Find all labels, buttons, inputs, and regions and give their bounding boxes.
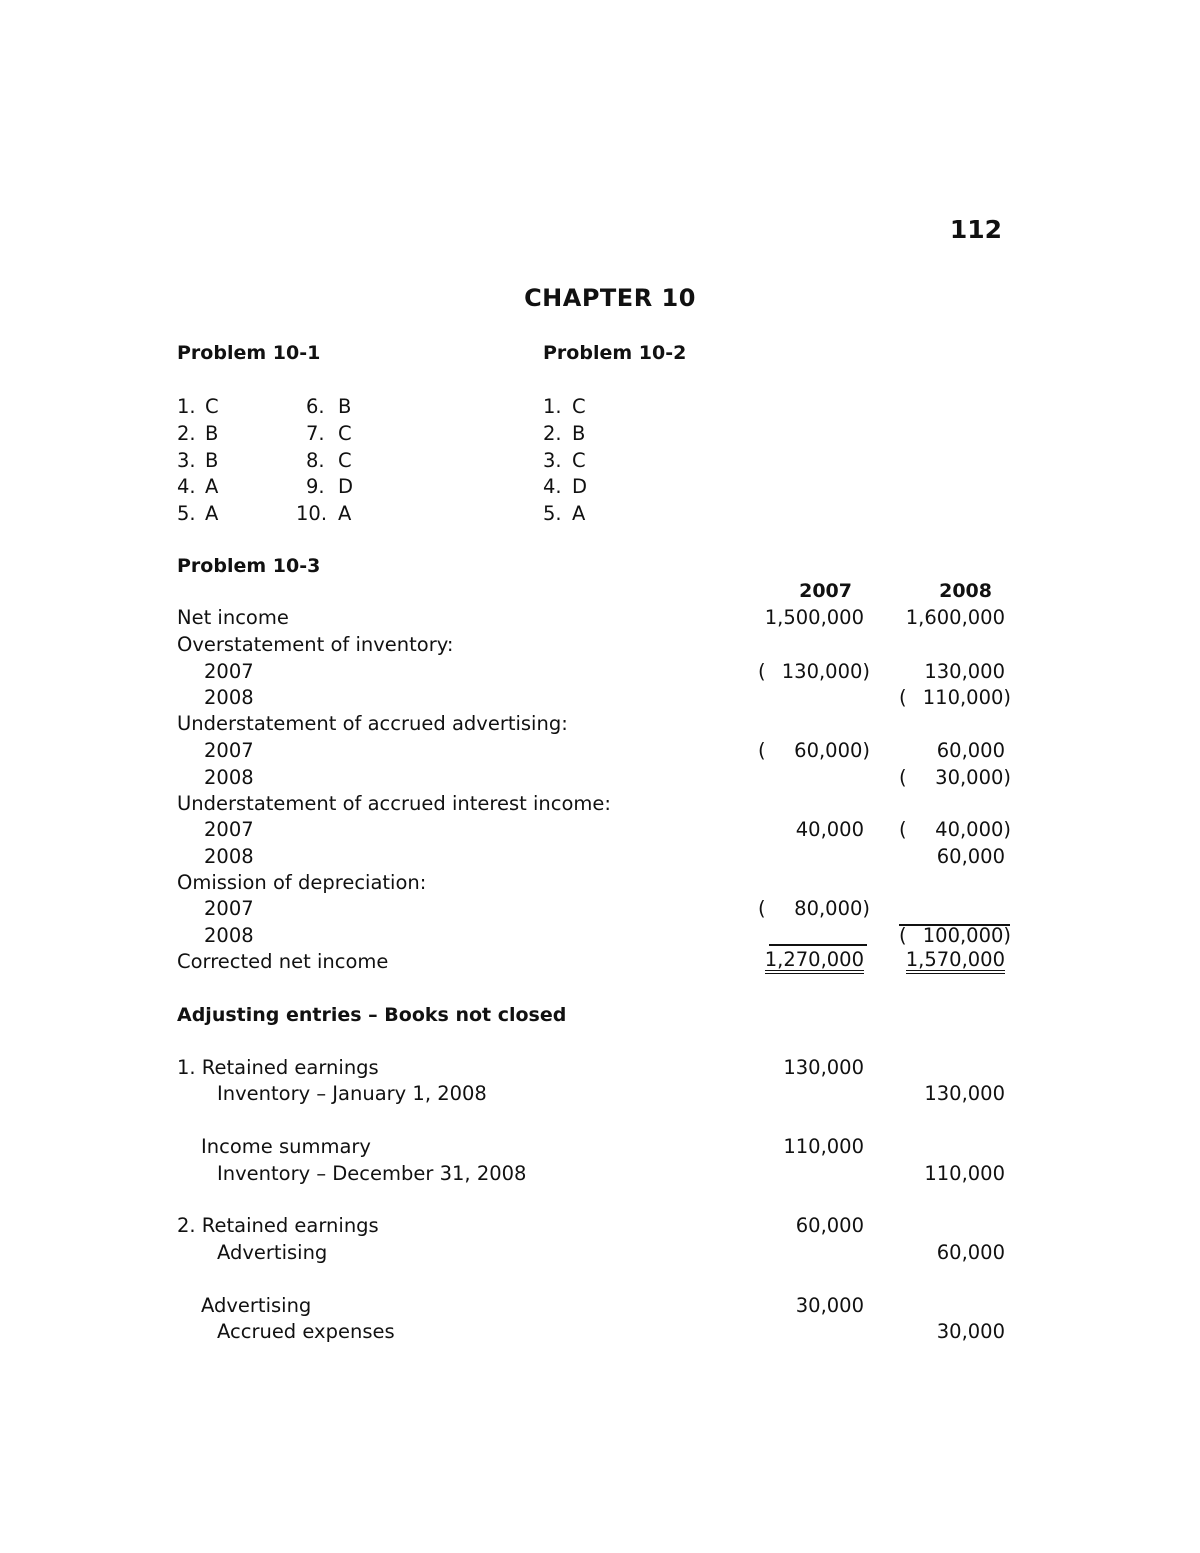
- entry-debit: 110,000: [783, 1135, 864, 1158]
- answer-letter: A: [572, 502, 586, 525]
- row-label: Understatement of accrued interest income:: [177, 792, 611, 815]
- answer-num: 3.: [177, 449, 196, 472]
- answer-num: 1.: [177, 395, 196, 418]
- answer-letter: C: [205, 395, 219, 418]
- value-2008: 30,000): [935, 766, 1011, 789]
- row-label: Corrected net income: [177, 950, 389, 973]
- value-2008: 60,000: [936, 739, 1005, 762]
- answer-num: 2.: [177, 422, 196, 445]
- total-2007: 1,270,000: [765, 950, 864, 974]
- answer-num: 3.: [543, 449, 562, 472]
- answer-letter: B: [205, 422, 219, 445]
- entry-credit: 110,000: [924, 1162, 1005, 1185]
- answer-letter: D: [338, 475, 354, 498]
- value-2008: 130,000: [924, 660, 1005, 683]
- row-label: Omission of depreciation:: [177, 871, 427, 894]
- answer-num: 6.: [306, 395, 325, 418]
- entry-credit: 130,000: [924, 1082, 1005, 1105]
- row-label: Net income: [177, 606, 289, 629]
- column-header-2008: 2008: [939, 580, 992, 602]
- chapter-title: CHAPTER 10: [524, 284, 696, 312]
- answer-letter: C: [338, 449, 352, 472]
- row-label: Overstatement of inventory:: [177, 633, 454, 656]
- total-2008: 1,570,000: [906, 950, 1005, 974]
- value-2008: 100,000): [922, 924, 1011, 947]
- answer-num: 8.: [306, 449, 325, 472]
- row-label: 2008: [204, 686, 254, 709]
- answer-num: 5.: [543, 502, 562, 525]
- entry-account: Inventory – January 1, 2008: [217, 1082, 487, 1105]
- entry-account: Advertising: [217, 1241, 328, 1264]
- value-2007: 40,000: [795, 818, 864, 841]
- value-2008: 110,000): [922, 686, 1011, 709]
- answer-letter: B: [205, 449, 219, 472]
- row-label: 2007: [204, 897, 254, 920]
- row-label: Understatement of accrued advertising:: [177, 712, 568, 735]
- column-header-2007: 2007: [799, 580, 852, 602]
- problem-10-2-heading: Problem 10-2: [543, 342, 687, 364]
- answer-letter: B: [338, 395, 352, 418]
- open-paren: (: [758, 897, 766, 920]
- answer-letter: A: [205, 475, 219, 498]
- entry-account: 1. Retained earnings: [177, 1056, 379, 1079]
- row-label: 2008: [204, 924, 254, 947]
- open-paren: (: [899, 686, 907, 709]
- problem-10-3-heading: Problem 10-3: [177, 555, 321, 577]
- answer-letter: C: [572, 449, 586, 472]
- entry-account: Inventory – December 31, 2008: [217, 1162, 527, 1185]
- answer-num: 4.: [177, 475, 196, 498]
- entry-credit: 30,000: [936, 1320, 1005, 1343]
- row-label: 2008: [204, 766, 254, 789]
- answer-num: 9.: [306, 475, 325, 498]
- answer-letter: A: [338, 502, 352, 525]
- open-paren: (: [899, 818, 907, 841]
- value-2008: 60,000: [936, 845, 1005, 868]
- value-2008: 40,000): [935, 818, 1011, 841]
- row-label: 2007: [204, 818, 254, 841]
- entry-account: Advertising: [201, 1294, 312, 1317]
- problem-10-1-heading: Problem 10-1: [177, 342, 321, 364]
- value-2007: 80,000): [794, 897, 870, 920]
- answer-num: 2.: [543, 422, 562, 445]
- answer-num: 7.: [306, 422, 325, 445]
- answer-num: 5.: [177, 502, 196, 525]
- open-paren: (: [758, 660, 766, 683]
- entry-debit: 130,000: [783, 1056, 864, 1079]
- answer-letter: D: [572, 475, 588, 498]
- value-2007: 130,000): [781, 660, 870, 683]
- row-label: 2007: [204, 660, 254, 683]
- subtotal-rule-2007: [769, 944, 867, 946]
- answer-num: 4.: [543, 475, 562, 498]
- value-2007: 1,500,000: [764, 606, 864, 629]
- entry-debit: 30,000: [795, 1294, 864, 1317]
- entry-credit: 60,000: [936, 1241, 1005, 1264]
- value-2007: 60,000): [794, 739, 870, 762]
- value-2008: 1,600,000: [905, 606, 1005, 629]
- entry-account: 2. Retained earnings: [177, 1214, 379, 1237]
- entry-debit: 60,000: [795, 1214, 864, 1237]
- answer-num: 1.: [543, 395, 562, 418]
- entry-account: Income summary: [201, 1135, 371, 1158]
- entry-account: Accrued expenses: [217, 1320, 395, 1343]
- answer-letter: B: [572, 422, 586, 445]
- open-paren: (: [899, 766, 907, 789]
- row-label: 2007: [204, 739, 254, 762]
- answer-letter: A: [205, 502, 219, 525]
- page-number: 112: [949, 215, 1002, 244]
- row-label: 2008: [204, 845, 254, 868]
- answer-num: 10.: [296, 502, 328, 525]
- open-paren: (: [758, 739, 766, 762]
- open-paren: (: [899, 924, 907, 947]
- adjusting-entries-heading: Adjusting entries – Books not closed: [177, 1004, 567, 1026]
- answer-letter: C: [572, 395, 586, 418]
- answer-letter: C: [338, 422, 352, 445]
